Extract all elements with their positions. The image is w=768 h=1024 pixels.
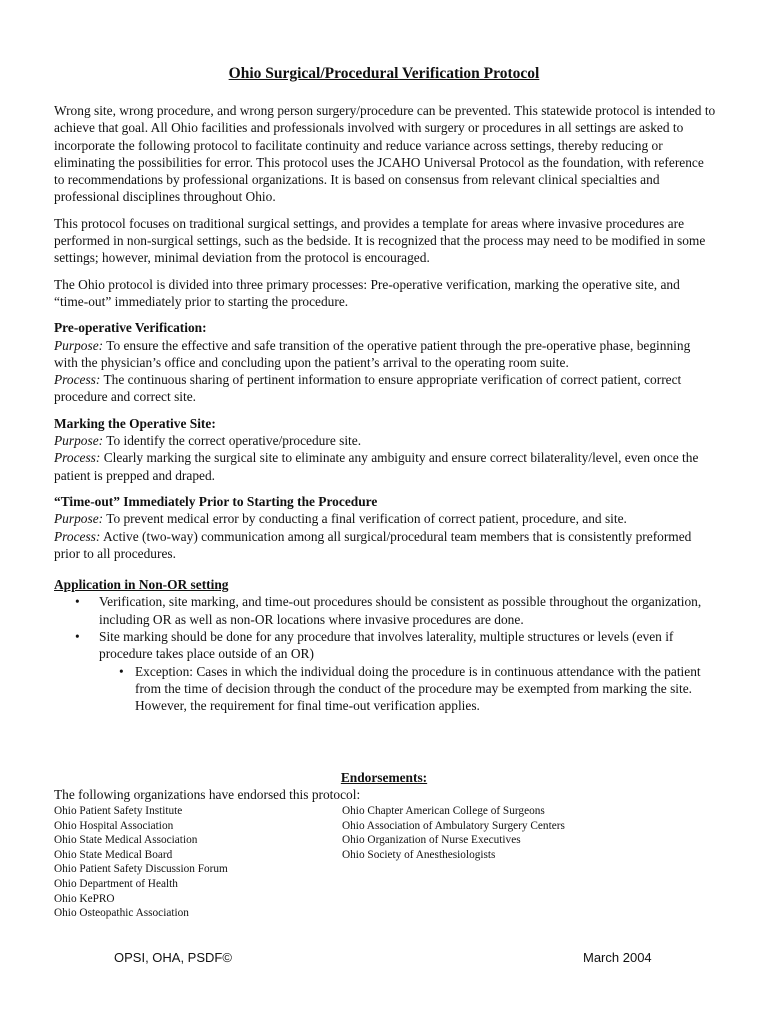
document-body <box>54 102 716 715</box>
process-label: Process: <box>54 528 101 544</box>
endorser-item: Ohio Patient Safety Discussion Forum <box>54 863 228 876</box>
process-label: Process: <box>54 450 101 466</box>
endorser-item: Ohio Hospital Association <box>54 819 174 832</box>
application-bullet-list <box>54 593 716 714</box>
section-time-out <box>54 493 716 562</box>
purpose-text: To identify the correct operative/procedure site. <box>106 433 362 449</box>
process-label: Process: <box>54 372 101 388</box>
intro-paragraph: Wrong site, wrong procedure, and wrong person surgery/procedure can be prevented. This statewide protocol is intended to achieve that goal. All Ohio facilities and professionals involved with surgery or procedures in all settings are asked to incorporate the following protocol to facilitate continuity and reduce variance across settings, thereby reducing or eliminating the possibilities for error. This protocol uses the JCAHO Universal Protocol as the foundation, with reference to recommendations by professional organizations. It is based on consensus from relevant clinical specialties and professional disciplines throughout Ohio. <box>54 103 716 205</box>
sub-bullet-list <box>99 663 716 715</box>
process-line <box>54 371 716 406</box>
footer-copyright: OPSI, OHA, PSDF© <box>114 950 232 965</box>
purpose-label: Purpose: <box>54 511 104 527</box>
purpose-text: To prevent medical error by conducting a final verification of correct patient, procedure, and site. <box>106 511 627 527</box>
purpose-line <box>54 432 716 449</box>
purpose-label: Purpose: <box>54 337 104 353</box>
endorser-item: Ohio Osteopathic Association <box>54 907 189 920</box>
bullet-text: Verification, site marking, and time-out procedures should be consistent as possible throughout the organization, including OR as well as non-OR locations where invasive procedures are done. <box>99 594 702 627</box>
section-heading: Pre-operative Verification: <box>54 320 207 336</box>
section-pre-operative-verification <box>54 319 716 405</box>
process-line <box>54 528 716 563</box>
endorser-item: Ohio State Medical Board <box>54 848 173 861</box>
process-text: Clearly marking the surgical site to eliminate any ambiguity and ensure correct bilaterality/level, even once the patient is prepped and draped. <box>54 450 699 483</box>
process-text: The continuous sharing of pertinent information to ensure appropriate verification of correct patient, correct procedure and correct site. <box>54 372 682 405</box>
section-marking-operative-site <box>54 415 716 484</box>
list-item <box>99 593 716 628</box>
process-line <box>54 449 716 484</box>
bullet-text: Site marking should be done for any procedure that involves laterality, multiple structures or levels (even if procedure takes place outside of an OR) <box>99 629 674 662</box>
endorsements-heading: Endorsements: <box>340 770 428 785</box>
scope-paragraph: This protocol focuses on traditional surgical settings, and provides a template for areas where invasive procedures are performed in non-surgical settings, such as the bedside. It is recognized that the process may need to be modified in some settings; however, minimal deviation from the protocol is encouraged. <box>54 215 706 266</box>
process-text: Active (two-way) communication among all surgical/procedural team members that is consistently preformed prior to all procedures. <box>54 528 692 561</box>
footer-date: March 2004 <box>583 950 652 965</box>
endorsers-left-column <box>54 804 228 921</box>
sub-list-item <box>135 663 716 715</box>
endorsers-right-column <box>342 804 565 862</box>
section-heading: Marking the Operative Site: <box>54 415 216 431</box>
endorser-item: Ohio Association of Ambulatory Surgery Centers <box>342 819 565 832</box>
purpose-line <box>54 337 716 372</box>
endorser-item: Ohio Patient Safety Institute <box>54 805 183 817</box>
list-item <box>99 628 716 714</box>
purpose-label: Purpose: <box>54 433 104 449</box>
purpose-text: To ensure the effective and safe transition of the operative patient through the pre-operative phase, beginning with the physician’s office and concluding upon the patient’s arrival to the operating room suite. <box>54 337 691 370</box>
endorser-item: Ohio Organization of Nurse Executives <box>342 834 521 847</box>
section-heading: “Time-out” Immediately Prior to Starting the Procedure <box>54 493 378 509</box>
endorsements-intro: The following organizations have endorsed this protocol: <box>54 787 361 802</box>
application-heading: Application in Non-OR setting <box>54 577 229 593</box>
purpose-line <box>54 510 716 527</box>
document-title: Ohio Surgical/Procedural Verification Protocol <box>228 65 540 82</box>
exception-text: Exception: Cases in which the individual doing the procedure is in continuous attendance with the patient from the time of decision through the conduct of the procedure may be exempted from marking the site. However, the requirement for final time-out verification applies. <box>135 663 701 714</box>
endorser-item: Ohio Department of Health <box>54 877 178 890</box>
endorser-item: Ohio Chapter American College of Surgeons <box>342 805 545 817</box>
endorser-item: Ohio KePRO <box>54 892 115 905</box>
endorser-item: Ohio State Medical Association <box>54 834 198 847</box>
endorser-item: Ohio Society of Anesthesiologists <box>342 848 496 861</box>
processes-paragraph: The Ohio protocol is divided into three primary processes: Pre-operative verification, marking the operative site, and “time-out” immediately prior to starting the procedure. <box>54 276 680 309</box>
